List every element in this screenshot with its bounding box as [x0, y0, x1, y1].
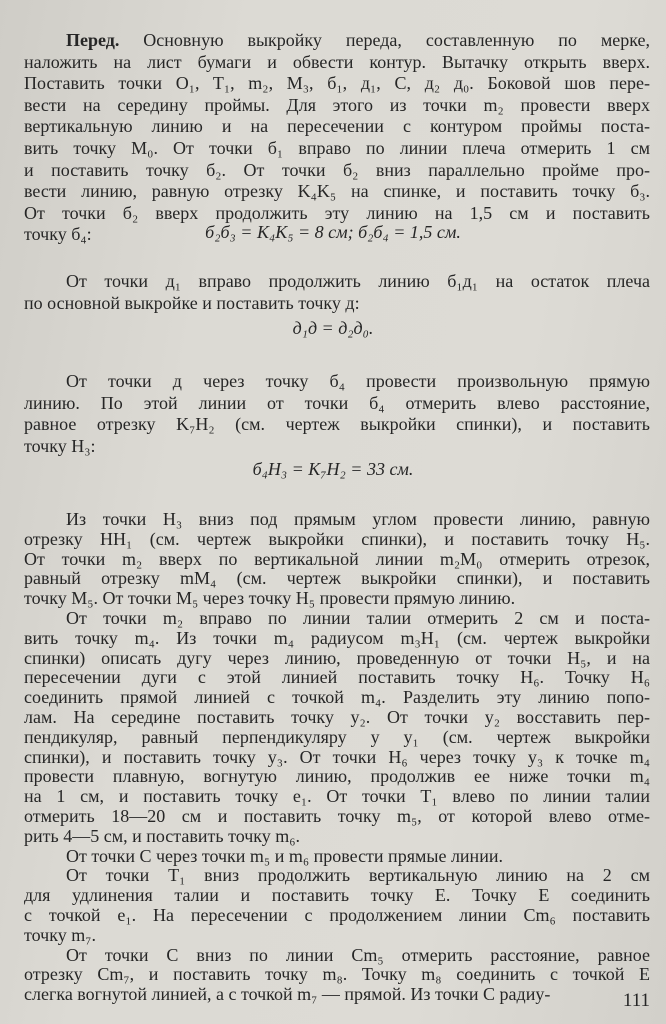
text-line: Из точки H₃ вниз под прямым углом провести линию, равную	[66, 510, 650, 529]
text-line: отмерить 18—20 см и поставить точку m₅, от которой влево отме-	[24, 806, 650, 826]
section-heading: Перед.	[66, 30, 120, 50]
text-line: точку M₅. От точки M₅ через точку H₅ провести прямую линию.	[24, 589, 516, 609]
text-line: От точки C через точки m₅ и m₆ провести прямые линии.	[66, 846, 503, 866]
page-number: 111	[622, 990, 650, 1011]
text-line: рить 4—5 см, и поставить точку m₆.	[24, 826, 301, 846]
text-line: вертикальную линию и на пересечении с контуром проймы поста-	[24, 116, 650, 137]
text-line: От точки C вниз по линии Cm₅ отмерить расстояние, равное	[66, 945, 650, 965]
text-line: соединить прямой линией с точкой m₄. Разделить эту линию попо-	[24, 688, 650, 708]
text-line: на 1 см, и поставить точку e₁. От точки T₁ влево по линии талии	[24, 787, 650, 807]
text-line: равный отрезку mM₄ (см. чертеж выкройки спинки), и поставить	[24, 569, 650, 589]
text-line: От точки д через точку б₄ провести произвольную прямую	[66, 371, 650, 391]
text-line: спинки), и поставить точку у₃. От точки H₆ через точку у₃ к точке m₄	[24, 747, 650, 767]
text-line: и поставить точку б₂. От точки б₂ вниз параллельно пройме про-	[24, 159, 650, 180]
text-line: От точки T₁ вниз продолжить вертикальную линию на 2 см	[66, 866, 650, 886]
text-line: с точкой e₁. На пересечении с продолжением линии Cm₆ поставить	[24, 905, 650, 925]
paragraph-body	[24, 510, 650, 1005]
text-line: Перед. Основную выкройку переда, составленную по мерке,	[66, 30, 650, 50]
text-line: вить точку M₀. От точки б₁ вправо по линии плеча отмерить 1 см	[24, 137, 650, 158]
text-line: вить точку m₄. Из точки m₄ радиусом m₃H₁ (см. чертеж выкройки	[24, 628, 650, 648]
text-line: точку m₇.	[24, 925, 96, 945]
text-line: От точки m₂ вверх по вертикальной линии m₂M₀ отмерить отрезок,	[24, 549, 650, 569]
text-line: отрезку Cm₇, и поставить точку m₈. Точку m₈ соединить с точкой E	[24, 965, 650, 985]
formula-b4h3: б₄H₃ = K₇H₂ = 33 см.	[252, 459, 414, 479]
text-line: пендикуляр, равный перпендикуляру у у₁ (см. чертеж выкройки	[24, 727, 650, 747]
paragraph-front-pattern	[24, 30, 650, 246]
text-line: провести плавную, вогнутую линию, продолжив ее ниже точки m₄	[24, 767, 650, 787]
paragraph-shoulder	[24, 271, 650, 314]
text-line: спинки) описать дугу через линию, проведенную от точки H₅, и на	[24, 648, 650, 668]
formula-d1d: д₁д = д₂д₀.	[292, 318, 374, 338]
text-line: От точки д₁ вправо продолжить линию б₁д₁ на остаток плеча	[66, 271, 650, 291]
text-line: по основной выкройке и поставить точку д:	[24, 292, 360, 313]
text-line: слегка вогнутой линией, а с точкой m₇ — прямой. Из точки C радиу-	[24, 985, 551, 1005]
text-line: От точки б₂ вверх продолжить эту линию на 1,5 см и поставить	[24, 202, 650, 223]
text-line: точку б₄:	[24, 224, 92, 245]
text-line: От точки m₂ вправо по линии талии отмерить 2 см и поста-	[66, 608, 650, 628]
text-line: равное отрезку K₇H₂ (см. чертеж выкройки спинки), и поставить	[24, 414, 650, 435]
text-line: вести линию, равную отрезку K₄K₅ на спинке, и поставить точку б₃.	[24, 181, 650, 202]
text-line: Поставить точки O₁, T₁, m₂, M₃, б₁, д₁, C, д₂ д₀. Боковой шов пере-	[24, 73, 650, 94]
text-line: наложить на лист бумаги и обвести контур. Вытачку открыть вверх.	[24, 51, 650, 72]
text-line: точку H₃:	[24, 435, 96, 456]
text-line: отрезку HH₁ (см. чертеж выкройки спинки), и поставить точку H₅.	[24, 529, 650, 549]
text-line: лам. На середине поставить точку у₂. От точки у₂ восставить пер-	[24, 707, 650, 727]
text-line: пересечении дуги с этой линией поставить точку H₆. Точку H₆	[24, 668, 650, 688]
text-line: вести на середину проймы. Для этого из точки m₂ провести вверх	[24, 94, 650, 115]
formula-b2b3: б₂б₃ = K₄K₅ = 8 см; б₂б₄ = 1,5 см.	[205, 222, 461, 242]
paragraph-h3	[24, 371, 650, 457]
text-line: для удлинения талии и поставить точку E. Точку E соединить	[24, 886, 650, 906]
text-line: линию. По этой линии от точки б₄ отмерить влево расстояние,	[24, 392, 650, 413]
